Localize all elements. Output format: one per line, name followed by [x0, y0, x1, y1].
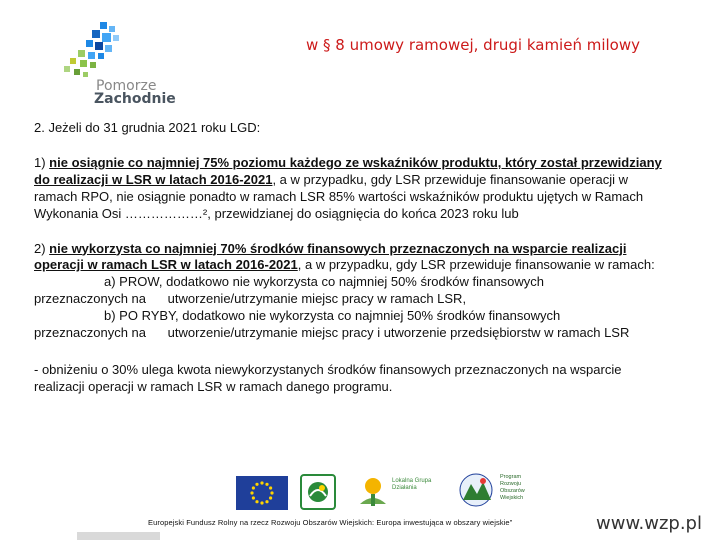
- lgd-logo-text: Lokalna Grupa Działania: [392, 478, 432, 491]
- p2-underlined: nie wykorzysta co najmniej 70% środków finansowych przeznaczonych na wsparcie realizacji operacji w ramach LSR w latach 2016-2021: [34, 240, 627, 273]
- conclusion-paragraph: - obniżeniu o 30% ulega kwota niewykorzystanych środków finansowych przeznaczonych na wsparcie realizacji operacji w ramach LSR w ramach danego programu.: [34, 361, 622, 394]
- page-title: w § 8 umowy ramowej, drugi kamień milowy: [306, 36, 640, 54]
- p1-underlined: nie osiągnie co najmniej 75% poziomu każdego ze wskaźników produktu, który został przewidziany do realizacji w LSR w latach 2016-2021: [34, 154, 662, 187]
- website-link[interactable]: www.wzp.pl: [596, 513, 702, 534]
- logo-mosaic-icon: [58, 22, 178, 82]
- p2-rest: , a w przypadku, gdy LSR przewiduje finansowanie w ramach:: [297, 257, 655, 273]
- prow-logo-text: Program Rozwoju Obszarów Wiejskich: [500, 474, 525, 501]
- lgd-logo-icon: [356, 474, 390, 510]
- item-b-line2: przeznaczonych na utworzenie/utrzymanie miejsc pracy i utworzenie przedsiębiorstw w ramach LSR: [34, 325, 630, 341]
- paragraph-2: [34, 241, 674, 275]
- paragraph-1: [34, 155, 674, 223]
- p2-prefix: 2): [34, 240, 50, 256]
- item-b-line1: b) PO RYBY, dodatkowo nie wykorzysta co najmniej 50% środków finansowych: [104, 308, 561, 324]
- eu-flag-icon: [236, 476, 288, 510]
- item-a-line2: przeznaczonych na utworzenie/utrzymanie miejsc pracy w ramach LSR,: [34, 291, 467, 307]
- prow-logo-icon: [455, 472, 497, 512]
- eu-fund-caption: Europejski Fundusz Rolny na rzecz Rozwoju Obszarów Wiejskich: Europa inwestująca w obszary wiejskie”: [148, 518, 513, 527]
- footer-bar: [77, 532, 160, 540]
- intro-paragraph: 2. Jeżeli do 31 grudnia 2021 roku LGD:: [34, 120, 261, 135]
- logo-text-pomorze: Pomorze: [96, 78, 157, 94]
- p1-rest: , a w przypadku, gdy LSR przewiduje finansowanie operacji w ramach RPO, nie osiągnie ponadto w ramach LSR 85% wartości wskaźników produktu ujętych w Ramach Wykonania Osi ………………², przewidzianej do osiągnięcia do końca 2023 roku lub: [34, 171, 644, 221]
- logo-text-zachodnie: Zachodnie: [94, 91, 176, 107]
- p1-prefix: 1): [34, 154, 50, 170]
- item-a-line1: a) PROW, dodatkowo nie wykorzysta co najmniej 50% środków finansowych: [104, 274, 545, 290]
- leader-logo-icon: [300, 474, 336, 510]
- main-content: [34, 120, 674, 396]
